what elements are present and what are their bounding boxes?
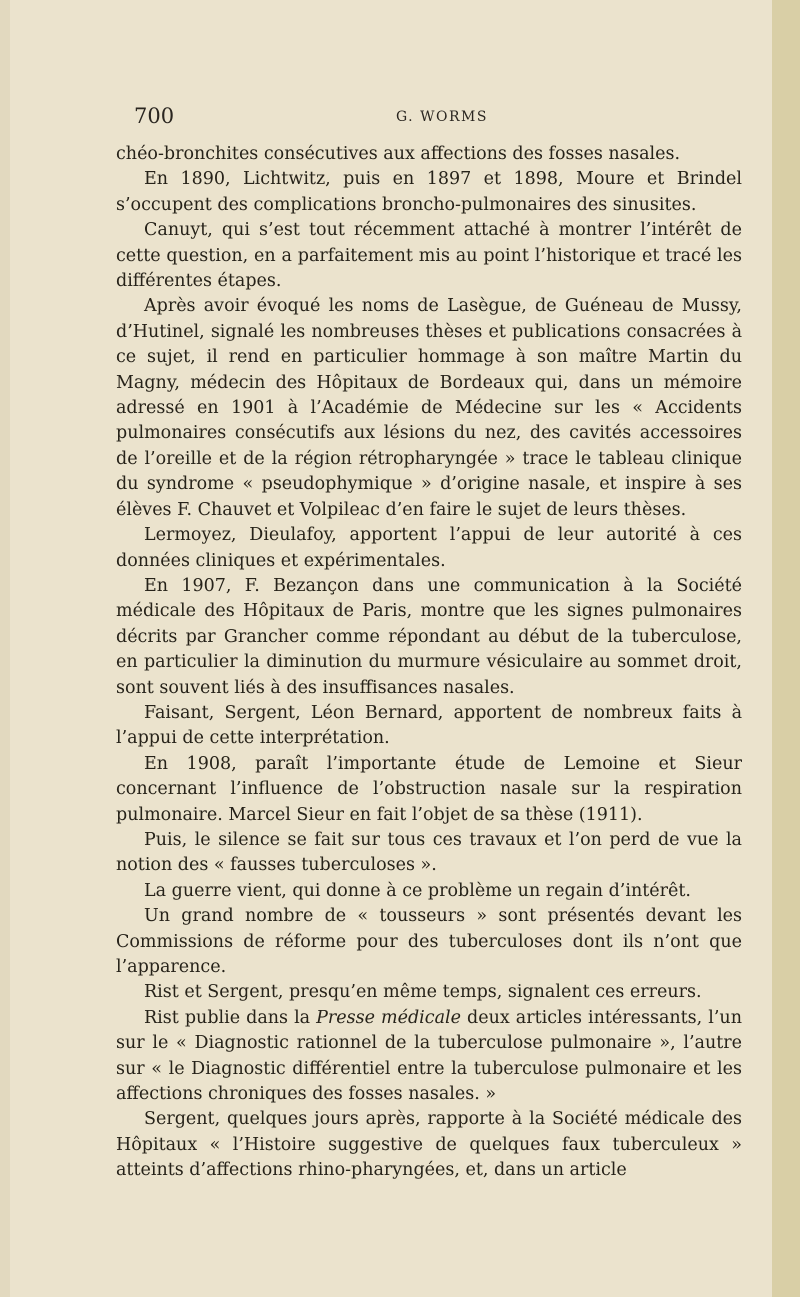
journal-title: Presse médicale xyxy=(316,1007,461,1028)
page-header xyxy=(134,104,754,134)
running-head-author: G. WORMS xyxy=(396,109,488,125)
page-number: 700 xyxy=(134,104,175,128)
paragraph: Canuyt, qui s’est tout récemment attaché à montrer l’intérêt de cette question, en a parfaitement mis au point l’historique et tracé les différentes étapes. xyxy=(116,220,742,292)
paragraph: En 1907, F. Bezançon dans une communication à la Société médicale des Hôpitaux de Paris, montre que les signes pulmonaires décrits par Grancher comme répondant au début de la tuberculose, en particulier la diminution du murmure vésiculaire au sommet droit, sont souvent liés à des insuffisances nasales. xyxy=(116,575,742,698)
paragraph: Lermoyez, Dieulafoy, apportent l’appui de leur autorité à ces données cliniques et expérimentales. xyxy=(116,525,742,571)
paragraph: La guerre vient, qui donne à ce problème un regain d’intérêt. xyxy=(144,880,691,901)
text-run: Rist publie dans la xyxy=(144,1007,317,1028)
paragraph: Après avoir évoqué les noms de Lasègue, de Guéneau de Mussy, d’Hutinel, signalé les nombreuses thèses et publications consacrées à ce sujet, il rend en particulier hommage à son maître Martin du Magny, médecin des Hôpitaux de Bordeaux qui, dans un mémoire adressé en 1901 à l’Académie de Médecine sur les « Accidents pulmonaires consécutifs aux lésions du nez, des cavités accessoires de l’oreille et de la région rétropharyngée » trace le tableau clinique du syndrome « pseudophymique » d’origine nasale, et inspire à ses élèves F. Chauvet et Volpileac d’en faire le sujet de leurs thèses. xyxy=(116,296,742,520)
paragraph: Sergent, quelques jours après, rapporte à la Société médicale des Hôpitaux « l’Histoire suggestive de quelques faux tuberculeux » atteints d’affections rhino-pharyngées, et, dans un article xyxy=(116,1109,742,1181)
paragraph: Faisant, Sergent, Léon Bernard, apportent de nombreux faits à l’appui de cette interprétation. xyxy=(116,702,742,749)
text-run: deux articles intéressants, l’un sur le « Diagnostic rationnel de la tuberculose pulmonaire », l’autre sur « le Diagnostic différentiel entre la tuberculose pulmonaire et les affections chroniques des fosses nasales. » xyxy=(116,1007,742,1105)
paragraph: Un grand nombre de « tousseurs » sont présentés devant les Commissions de réforme pour des tuberculoses dont ils n’ont que l’apparence. xyxy=(116,906,742,977)
paragraph: Puis, le silence se fait sur tous ces travaux et l’on perd de vue la notion des « fausses tuberculoses ». xyxy=(116,829,742,876)
paragraph: En 1908, paraît l’importante étude de Lemoine et Sieur concernant l’influence de l’obstruction nasale sur la respiration pulmonaire. Marcel Sieur en fait l’objet de sa thèse (1911). xyxy=(116,753,742,825)
body-text xyxy=(116,142,742,1184)
page-left-margin-shadow xyxy=(0,0,10,1297)
paragraph: En 1890, Lichtwitz, puis en 1897 et 1898, Moure et Brindel s’occupent des complications broncho-pulmonaires des sinusites. xyxy=(116,169,742,215)
paragraph-rist xyxy=(116,1006,742,1108)
page-right-edge xyxy=(772,0,800,1297)
paragraph: Rist et Sergent, presqu’en même temps, signalent ces erreurs. xyxy=(144,982,702,1003)
paragraph-continuation: chéo-bronchites consécutives aux affections des fosses nasales. xyxy=(116,144,681,164)
